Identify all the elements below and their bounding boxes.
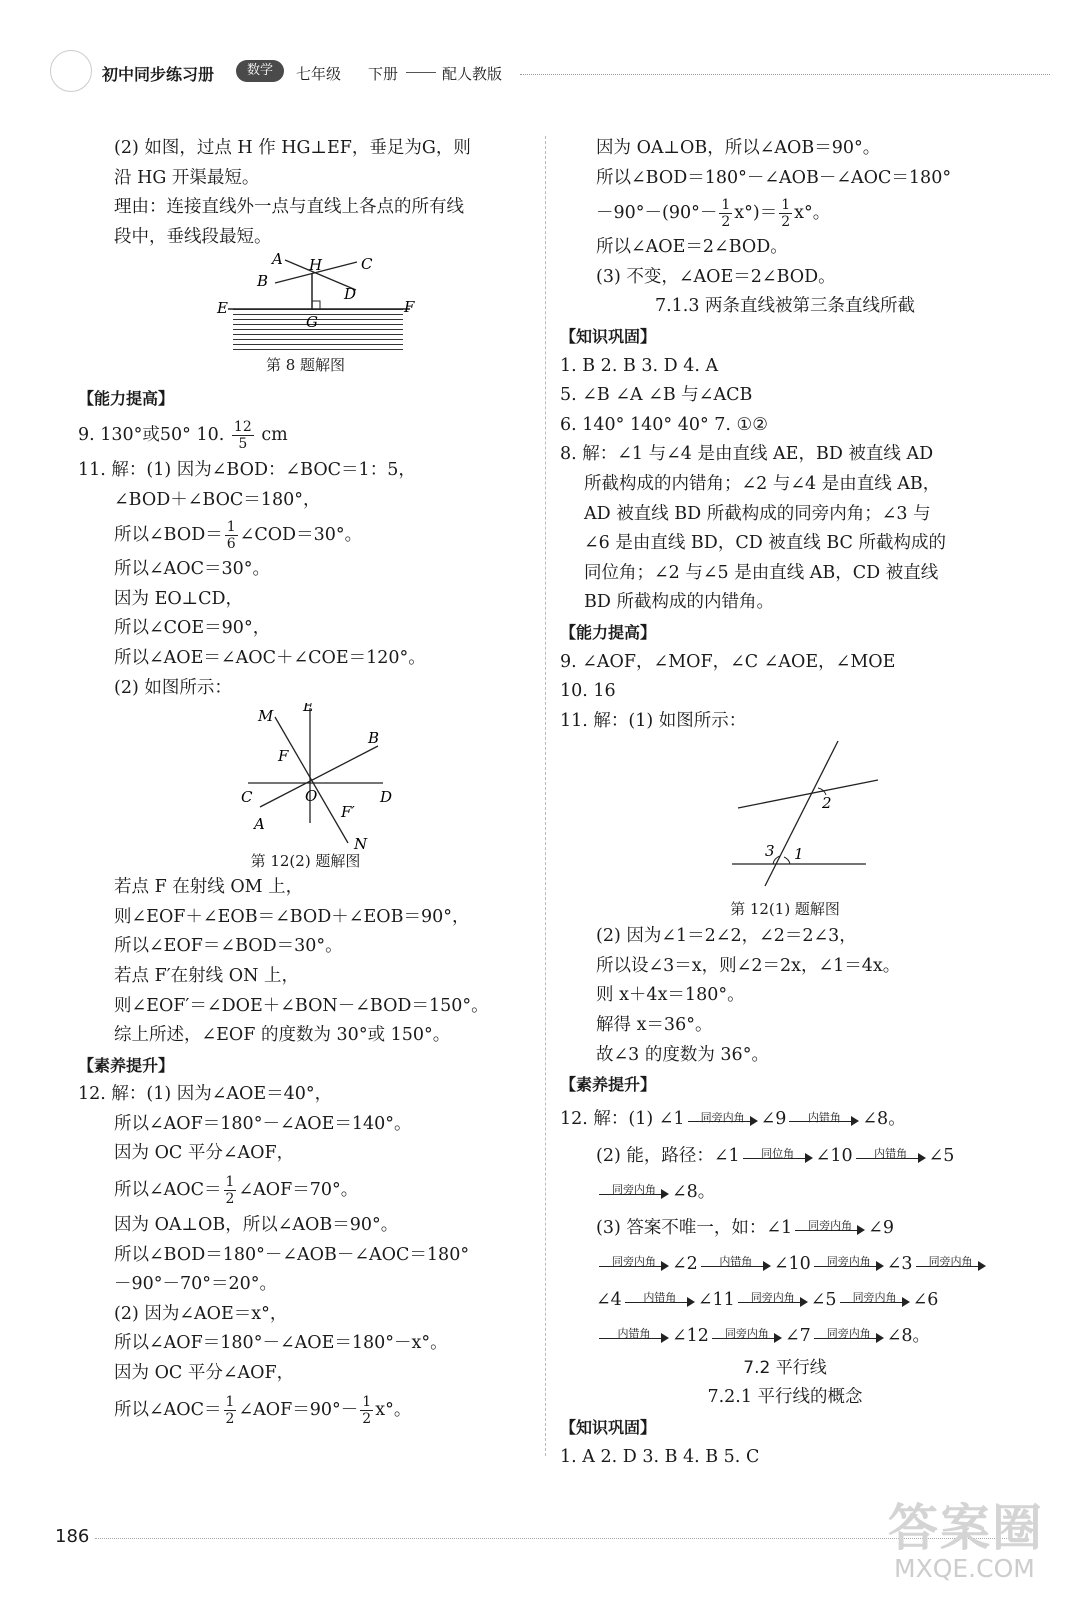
text-line: 解得 x＝36°。: [596, 1015, 713, 1036]
denominator: 2: [721, 214, 731, 231]
text-line: ∠6 是由直线 BD，CD 被直线 BC 所截构成的: [584, 533, 946, 554]
path-line-5: [560, 1246, 1010, 1282]
arrow-head: [763, 1261, 771, 1271]
arrow-text: 同旁内角: [928, 1255, 973, 1269]
arrow-head: [876, 1333, 884, 1343]
text-line: 因为 OA⊥OB，所以∠AOB＝90°。: [596, 138, 881, 158]
text-span: x°。: [794, 203, 831, 224]
arrow-head: [661, 1333, 669, 1343]
arrow-shaft: [701, 1266, 765, 1267]
section-title: 7.2 平行线: [743, 1357, 827, 1378]
arrow-text: 同旁内角: [826, 1255, 871, 1269]
text-line: AD 被直线 BD 所截构成的同旁内角；∠3 与: [584, 503, 931, 524]
fraction: [719, 197, 732, 230]
numerator: 1: [781, 197, 791, 214]
text-line: 12. 解：(1) 因为∠AOE＝40°，: [78, 1084, 333, 1105]
numerator: 1: [721, 197, 731, 214]
label-B: B: [368, 729, 380, 748]
path-line-4: [560, 1210, 1010, 1246]
label-D: D: [380, 788, 393, 807]
text-line: 所以∠AOE＝∠AOC＋∠COE＝120°。: [114, 647, 426, 668]
text-span: ∠8。: [862, 1108, 906, 1129]
text-span: 所以∠AOC＝: [114, 1399, 222, 1420]
text-span: 12. 解：(1): [560, 1108, 654, 1129]
right-angle-mark: [312, 301, 320, 309]
answer-q9-q10: [78, 414, 533, 456]
text-line: 所以∠AOF＝180°－∠AOE＝180°－x°。: [114, 1333, 448, 1354]
text-span: ∠AOF＝70°。: [238, 1180, 359, 1201]
arrow-text: 同旁内角: [724, 1327, 769, 1341]
text-line: 所以∠AOE＝2∠BOD。: [596, 237, 788, 258]
text-line-fraction: [78, 1169, 533, 1211]
text-line: 理由：连接直线外一点与直线上各点的所有线: [114, 197, 464, 218]
watermark-url: MXQE.COM: [894, 1554, 1035, 1583]
text-line: 所以∠AOC＝30°。: [114, 559, 271, 580]
page-header: [50, 52, 1050, 92]
text-span: cm: [261, 424, 288, 445]
figure-caption: 第 12(2) 题解图: [250, 852, 361, 871]
arrow-shaft: [916, 1266, 980, 1267]
figure-q8: [78, 252, 533, 362]
label-E: E: [217, 299, 228, 318]
arrow-shaft: [599, 1266, 663, 1267]
path-line-6: [560, 1282, 1010, 1318]
arrow-text: 同旁内角: [612, 1183, 656, 1197]
arrow-text: 同旁内角: [808, 1219, 853, 1233]
right-column: [560, 134, 1010, 1472]
label-C: C: [241, 788, 253, 807]
arrow-head: [857, 1225, 865, 1235]
arrow-head: [805, 1153, 813, 1163]
arrow-text: 内错角: [807, 1111, 841, 1125]
text-span: ∠2: [672, 1253, 698, 1274]
arrow-text: 同位角: [761, 1147, 795, 1161]
arrow-label: [599, 1326, 669, 1346]
text-line: 同位角；∠2 与∠5 是由直线 AB，CD 被直线: [584, 562, 939, 583]
figure-caption: 第 12(1) 题解图: [730, 900, 840, 919]
section-heading: 【素养提升】: [560, 1075, 657, 1095]
fraction: [232, 419, 254, 452]
arrow-text: 同旁内角: [612, 1255, 656, 1269]
text-line: 所以∠BOD＝180°－∠AOB－∠AOC＝180°: [114, 1244, 470, 1265]
text-span: 所以∠AOC＝: [114, 1180, 222, 1201]
text-span: ∠8。: [886, 1325, 931, 1346]
arrow-shaft: [738, 1302, 802, 1303]
numerator: 12: [233, 418, 252, 435]
arrow-label: [840, 1290, 910, 1310]
text-line: BD 所截构成的内错角。: [584, 592, 774, 613]
arrow-label: [688, 1109, 758, 1129]
arrow-head: [918, 1153, 926, 1163]
label-F: F: [278, 747, 289, 766]
arrow-head: [851, 1116, 859, 1126]
arrow-shaft: [789, 1121, 853, 1122]
denominator: 2: [225, 1191, 235, 1208]
text-span: ∠COD＝30°。: [239, 525, 363, 546]
text-line: ∠BOD＋∠BOC＝180°，: [114, 489, 321, 510]
column-divider: [545, 136, 546, 1456]
arrow-shaft: [688, 1121, 752, 1122]
arrow-text: 同旁内角: [750, 1291, 795, 1305]
arrow-head: [978, 1261, 986, 1271]
arrow-shaft: [625, 1302, 689, 1303]
line-mn: [275, 717, 348, 843]
arrow-label: [789, 1109, 859, 1129]
fraction: [225, 519, 238, 552]
left-column: [78, 134, 533, 1431]
label-B: B: [257, 272, 269, 291]
text-line: 因为 OA⊥OB，所以∠AOB＝90°。: [114, 1215, 399, 1236]
text-span: －90°－(90°－: [596, 203, 718, 224]
arrow-text: 同旁内角: [700, 1111, 745, 1125]
path-line-1: [560, 1100, 1010, 1138]
numerator: 1: [225, 1393, 235, 1410]
text-line: 5. ∠B ∠A ∠B 与∠ACB: [560, 385, 753, 406]
fraction: [360, 1394, 373, 1427]
label-F: F: [404, 298, 415, 317]
arrow-label: [916, 1254, 986, 1274]
text-span: ∠5: [810, 1289, 837, 1310]
text-line: 则∠EOF＋∠EOB＝∠BOD＋∠EOB＝90°，: [114, 906, 470, 927]
numerator: 1: [362, 1393, 372, 1410]
header-dotted-rule: [520, 74, 1050, 75]
path-line-3: [560, 1174, 1010, 1210]
text-span: x°。: [375, 1399, 412, 1420]
text-line: 6. 140° 140° 40° 7. ①②: [560, 414, 768, 435]
label-G: G: [306, 313, 318, 332]
arrow-head: [902, 1297, 910, 1307]
label-A: A: [272, 252, 283, 269]
arrow-shaft: [814, 1266, 878, 1267]
text-span: 9. 130°或50° 10.: [78, 424, 225, 445]
text-line: 11. 解：(1) 如图所示：: [560, 710, 747, 731]
text-line-fraction: [78, 515, 533, 555]
text-span: ∠10: [815, 1145, 853, 1166]
label-C: C: [361, 255, 373, 274]
arrow-text: 同旁内角: [852, 1291, 897, 1305]
label-M: M: [258, 707, 274, 726]
text-line: (3) 不变，∠AOE＝2∠BOD。: [596, 266, 836, 287]
book-title: 初中同步练习册: [102, 65, 215, 84]
diagram-q12-1: [560, 736, 1010, 896]
text-span: ∠1: [766, 1217, 793, 1238]
text-line: 则∠EOF′＝∠DOE＋∠BON－∠BOD＝150°。: [114, 995, 489, 1016]
label-H: H: [309, 256, 323, 275]
label-O: O: [305, 787, 318, 806]
line-upper: [738, 780, 878, 808]
angle-arc-1: [784, 857, 790, 864]
arrow-label: [814, 1254, 884, 1274]
fraction: [779, 197, 792, 230]
arrow-head: [800, 1297, 808, 1307]
text-line: 沿 HG 开渠最短。: [114, 167, 260, 188]
text-line: 则 x＋4x＝180°。: [596, 985, 745, 1006]
grade-label: 七年级: [296, 65, 342, 83]
arrow-head: [687, 1297, 695, 1307]
text-line: 综上所述，∠EOF 的度数为 30°或 150°。: [114, 1025, 451, 1046]
label-E: E: [303, 703, 314, 716]
diagram-q8: [78, 252, 533, 362]
text-span: ∠AOF＝90°－: [238, 1399, 359, 1420]
arrow-label: [712, 1326, 782, 1346]
arrow-label: [625, 1290, 695, 1310]
text-span: (3) 答案不唯一，如：: [596, 1217, 767, 1238]
label-D: D: [344, 285, 357, 304]
section-heading: 【知识巩固】: [560, 1418, 657, 1438]
label-N: N: [354, 835, 368, 850]
text-line: －90°－70°＝20°。: [114, 1274, 278, 1295]
arrow-head: [774, 1333, 782, 1343]
text-span: 所以∠BOD＝: [114, 525, 223, 546]
text-span: ∠11: [697, 1289, 735, 1310]
text-line-fraction: [560, 193, 1010, 233]
section-heading: 【能力提高】: [560, 622, 657, 642]
arrow-text: 内错角: [719, 1255, 753, 1269]
edition-label: 配人教版: [442, 65, 503, 83]
text-span: ∠1: [713, 1145, 740, 1166]
text-line: 因为 EO⊥CD，: [114, 588, 244, 609]
text-line: 段中，垂线段最短。: [114, 226, 272, 247]
path-line-2: [560, 1138, 1010, 1174]
text-span: ∠9: [868, 1217, 894, 1238]
arrow-shaft: [795, 1230, 859, 1231]
watermark-text: 答案圈: [888, 1499, 1044, 1557]
text-span: ∠5: [928, 1145, 955, 1166]
volume-label: 下册: [368, 65, 399, 83]
arrow-shaft: [599, 1338, 663, 1339]
fraction: [224, 1174, 237, 1207]
subject-badge: 数学: [236, 60, 284, 82]
text-span: ∠7: [784, 1325, 811, 1346]
text-line: 所以∠BOD＝180°－∠AOB－∠AOC＝180°: [596, 167, 952, 188]
arrow-shaft: [599, 1194, 663, 1195]
text-line: 1. A 2. D 3. B 4. B 5. C: [560, 1446, 760, 1467]
denominator: 2: [225, 1410, 235, 1427]
angle-label-1: 1: [794, 845, 804, 864]
arrow-label: [743, 1146, 813, 1166]
arrow-label: [856, 1146, 926, 1166]
text-span: ∠6: [912, 1289, 939, 1310]
text-line: 若点 F′在射线 ON 上，: [114, 965, 299, 986]
text-line: 8. 解：∠1 与∠4 是由直线 AE，BD 被直线 AD: [560, 444, 934, 465]
arrow-head: [876, 1261, 884, 1271]
path-line-7: [560, 1318, 1010, 1354]
arrow-label: [599, 1182, 669, 1202]
subsection-title: 7.2.1 平行线的概念: [707, 1387, 863, 1408]
arrow-head: [661, 1189, 669, 1199]
section-heading: 【能力提高】: [78, 389, 175, 409]
angle-label-2: 2: [822, 794, 832, 813]
arrow-label: [738, 1290, 808, 1310]
text-span: ∠10: [773, 1253, 811, 1274]
section-heading: 【素养提升】: [78, 1055, 175, 1075]
figure-caption: 第 8 题解图: [265, 356, 346, 375]
arrow-head: [750, 1116, 758, 1126]
arrow-text: 内错角: [617, 1327, 651, 1341]
text-span: ∠4: [596, 1289, 622, 1310]
canal-hatch: [233, 309, 403, 351]
page-number: 186: [55, 1526, 90, 1547]
arrow-shaft: [743, 1158, 807, 1159]
arrow-shaft: [856, 1158, 920, 1159]
arrow-text: 内错角: [874, 1147, 908, 1161]
text-line: 所以∠COE＝90°，: [114, 618, 271, 639]
text-span: (2) 能，路径：: [596, 1145, 714, 1166]
text-line: 所以设∠3＝x，则∠2＝2x，∠1＝4x。: [596, 955, 901, 976]
text-line: (2) 如图，过点 H 作 HG⊥EF，垂足为G，则: [114, 138, 471, 158]
subsection-title: 7.1.3 两条直线被第三条直线所截: [654, 296, 916, 317]
section-heading: 【知识巩固】: [560, 326, 657, 346]
watermark-logo: [888, 1488, 1068, 1592]
label-F-prime: F′: [341, 803, 355, 822]
text-line: 因为 OC 平分∠AOF，: [114, 1143, 295, 1164]
text-line: 所以∠AOF＝180°－∠AOE＝140°。: [114, 1113, 412, 1134]
text-line: 10. 16: [560, 681, 616, 702]
text-span: ∠3: [886, 1253, 913, 1274]
text-span: ∠9: [760, 1108, 787, 1129]
denominator: 6: [226, 536, 236, 553]
text-line: 因为 OC 平分∠AOF，: [114, 1363, 295, 1384]
arrow-text: 内错角: [643, 1291, 677, 1305]
text-span: ∠8。: [672, 1181, 716, 1202]
denominator: 5: [238, 435, 248, 452]
arrow-label: [814, 1326, 884, 1346]
footer-dotted-rule: [95, 1538, 1015, 1539]
angle-label-3: 3: [765, 842, 775, 861]
text-line: 9. ∠AOF，∠MOF，∠C ∠AOE，∠MOE: [560, 651, 896, 672]
figure-q12-2: [78, 703, 533, 849]
text-line: 所以∠EOF＝∠BOD＝30°。: [114, 936, 343, 957]
arrow-text: 同旁内角: [826, 1327, 871, 1341]
arrow-shaft: [712, 1338, 776, 1339]
text-span: ∠1: [658, 1108, 685, 1129]
arrow-label: [599, 1254, 669, 1274]
text-span: ∠12: [672, 1325, 709, 1346]
figure-q12-1: [560, 736, 1010, 896]
arrow-label: [701, 1254, 771, 1274]
denominator: 2: [362, 1410, 372, 1427]
fraction: [224, 1394, 237, 1427]
arrow-head: [661, 1261, 669, 1271]
text-line: 若点 F 在射线 OM 上，: [114, 877, 304, 898]
arrow-shaft: [840, 1302, 904, 1303]
text-line: 所截构成的内错角；∠2 与∠4 是由直线 AB，: [584, 473, 941, 494]
numerator: 1: [225, 1174, 235, 1191]
label-A: A: [254, 815, 265, 834]
text-line: 1. B 2. B 3. D 4. A: [560, 355, 719, 376]
diagram-q12-2: [78, 703, 533, 849]
arrow-label: [795, 1218, 865, 1238]
header-dash: [406, 72, 436, 73]
text-line: 11. 解：(1) 因为∠BOD：∠BOC＝1：5，: [78, 459, 416, 480]
text-line: (2) 因为∠AOE＝x°，: [114, 1303, 288, 1324]
header-circle-decoration: [50, 50, 92, 92]
text-span: x°)＝: [734, 203, 778, 224]
text-line-fraction: [78, 1389, 533, 1431]
arrow-shaft: [814, 1338, 878, 1339]
numerator: 1: [226, 519, 236, 536]
text-line: 故∠3 的度数为 36°。: [596, 1044, 769, 1065]
text-line: (2) 因为∠1＝2∠2，∠2＝2∠3，: [596, 926, 857, 947]
denominator: 2: [781, 214, 791, 231]
text-line: (2) 如图所示：: [114, 677, 232, 698]
